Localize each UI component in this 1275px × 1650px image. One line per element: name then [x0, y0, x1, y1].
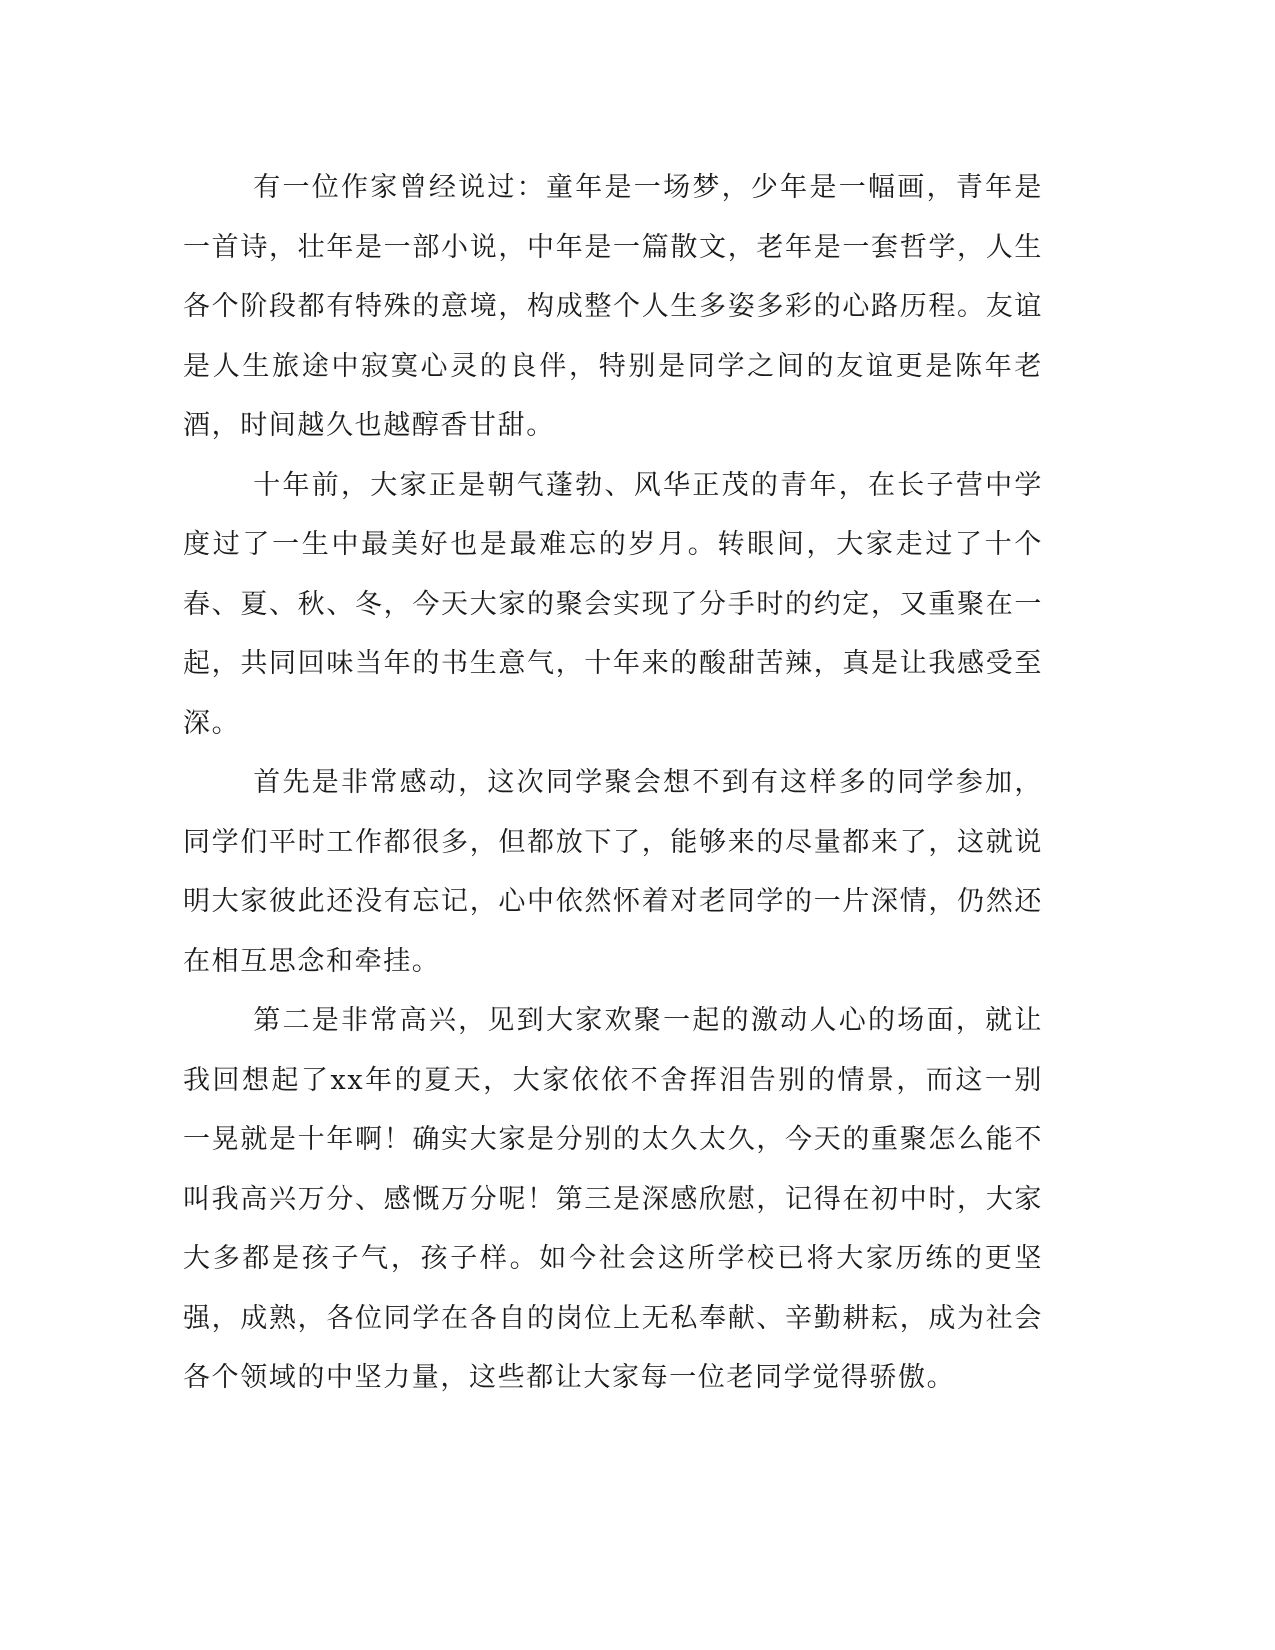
paragraph-2: 十年前，大家正是朝气蓬勃、风华正茂的青年，在长子营中学度过了一生中最美好也是最难忘的岁月。转眼间，大家走过了十个春、夏、秋、冬，今天大家的聚会实现了分手时的约定，又重聚在一起，共同回味当年的书生意气，十年来的酸甜苦辣，真是让我感受至深。: [183, 469, 1043, 739]
paragraph-4: 第二是非常高兴，见到大家欢聚一起的激动人心的场面，就让我回想起了xx年的夏天，大家依依不舍挥泪告别的情景，而这一别一晃就是十年啊！确实大家是分别的太久太久，今天的重聚怎么能不叫我高兴万分、感慨万分呢！第三是深感欣慰，记得在初中时，大家大多都是孩子气，孩子样。如今社会这所学校已将大家历练的更坚强，成熟，各位同学在各自的岗位上无私奉献、辛勤耕耘，成为社会各个领域的中坚力量，这些都让大家每一位老同学觉得骄傲。: [183, 1005, 1043, 1393]
document-body: [183, 158, 1043, 1408]
paragraph-1: 有一位作家曾经说过：童年是一场梦，少年是一幅画，青年是一首诗，壮年是一部小说，中年是一篇散文，老年是一套哲学，人生各个阶段都有特殊的意境，构成整个人生多姿多彩的心路历程。友谊是人生旅途中寂寞心灵的良伴，特别是同学之间的友谊更是陈年老酒，时间越久也越醇香甘甜。: [183, 172, 1043, 441]
paragraph-3: 首先是非常感动，这次同学聚会想不到有这样多的同学参加，同学们平时工作都很多，但都放下了，能够来的尽量都来了，这就说明大家彼此还没有忘记，心中依然怀着对老同学的一片深情，仍然还在相互思念和牵挂。: [183, 767, 1043, 977]
